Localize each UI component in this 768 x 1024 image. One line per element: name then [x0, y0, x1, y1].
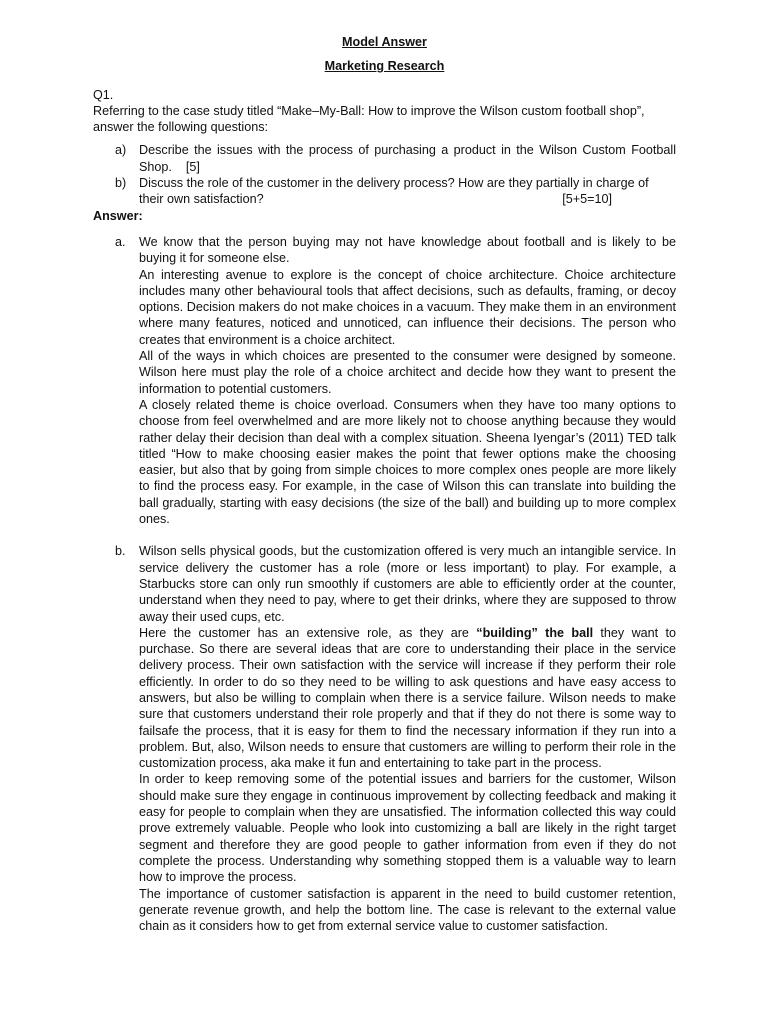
answer-paragraph: An interesting avenue to explore is the concept of choice architecture. Choice architecture includes many other behavioural tools that affect decisions, such as defaults, framing, or decoy options. Decision makers do not make choices in a vacuum. They make them in an environment where many features, noticed and unnoticed, can influence their decisions. The person who creates that environment is a choice architect.	[139, 267, 676, 347]
answer-item-b	[93, 543, 676, 934]
question-item-a	[93, 142, 676, 175]
answer-text: they want to purchase. So there are several ideas that are core to understanding their place in the service delivery process. Their own satisfaction with the service will increase if they perform their role efficiently. In order to do so they need to be willing to ask questions and have easy access to answers, but also be willing to complain when there is a service failure. Wilson needs to make sure that customers understand their role properly and that if they do not there is some way to failsafe the process, that it is easy for them to find the necessary information if they run into a problem. But, also, Wilson needs to ensure that customers are willing to perform their role in the customization process, aka make it fun and entertaining to take part in the process.	[139, 625, 677, 771]
question-item-marker: b)	[115, 176, 127, 191]
answer-item-a	[93, 234, 676, 527]
answer-paragraph: The importance of customer satisfaction is apparent in the need to build customer retention, generate revenue growth, and help the bottom line. The case is relevant to the external value chain as it considers how to get from external service value to customer satisfaction.	[139, 886, 676, 934]
question-item-b	[93, 175, 676, 208]
question-item-text-line1: Discuss the role of the customer in the delivery process? How are they partially in charge of	[139, 176, 649, 191]
answer-paragraph: We know that the person buying may not have knowledge about football and is likely to be buying it for someone else.	[139, 234, 676, 266]
question-item-marks: [5]	[185, 159, 200, 174]
question-block	[93, 87, 676, 208]
answer-paragraph: A closely related theme is choice overload. Consumers when they have too many options to choose from feel overwhelmed and are more likely not to choose anything because they would rather delay their decision than deal with a complex situation. Sheena Iyengar’s (2011) TED talk titled “How to make choosing easier makes the point that fewer options make the choosing easier, but also that by going from simple choices to more complex ones people are more likely to find the process easy. For example, in the case of Wilson this can translate into building the ball gradually, starting with easy decisions (the size of the ball) and building up to more complex ones.	[139, 397, 676, 527]
question-item-text-line2: their own satisfaction?	[139, 192, 264, 207]
answer-item-marker: a.	[115, 234, 126, 249]
question-number: Q1.	[93, 87, 114, 102]
answer-text: Here the customer has an extensive role, as they are	[139, 625, 477, 640]
answer-paragraph: Wilson sells physical goods, but the customization offered is very much an intangible service. In service delivery the customer has a role (more or less important) to play. For example, a Starbucks store can only run smoothly if customers are able to efficiently order at the counter, understand when they need to pay, where to get their drinks, where they are supposed to throw away their used cups, etc.	[139, 544, 676, 624]
question-list	[93, 142, 676, 207]
question-item-text: Describe the issues with the process of purchasing a product in the Wilson Custom Football Shop.	[139, 143, 676, 174]
answer-heading: Answer:	[93, 208, 143, 223]
page-subtitle: Marketing Research	[324, 59, 445, 74]
answer-list	[93, 234, 676, 934]
answer-emphasis: “building” the ball	[476, 625, 594, 640]
answer-paragraph	[139, 625, 676, 772]
answer-item-marker: b.	[115, 544, 126, 559]
question-intro: Referring to the case study titled “Make–My-Ball: How to improve the Wilson custom football shop”, answer the following questions:	[93, 103, 645, 135]
answer-paragraph: In order to keep removing some of the potential issues and barriers for the customer, Wilson should make sure they engage in continuous improvement by collecting feedback and making it easy for people to complain when they are unsatisfied. The information collected this way could prove extremely valuable. People who look into customizing a ball are likely in the right target segment and therefore they are good people to gather information from even if they do not complete the process. Understanding why something stopped them is a valuable way to learn how to improve the process.	[139, 772, 676, 885]
question-item-marks: [5+5=10]	[562, 192, 612, 207]
page-title: Model Answer	[342, 35, 427, 49]
answer-paragraph: All of the ways in which choices are presented to the consumer were designed by someone. Wilson here must play the role of a choice architect and decide how they want to present the information to potential customers.	[139, 349, 676, 396]
question-item-marker: a)	[115, 143, 127, 158]
